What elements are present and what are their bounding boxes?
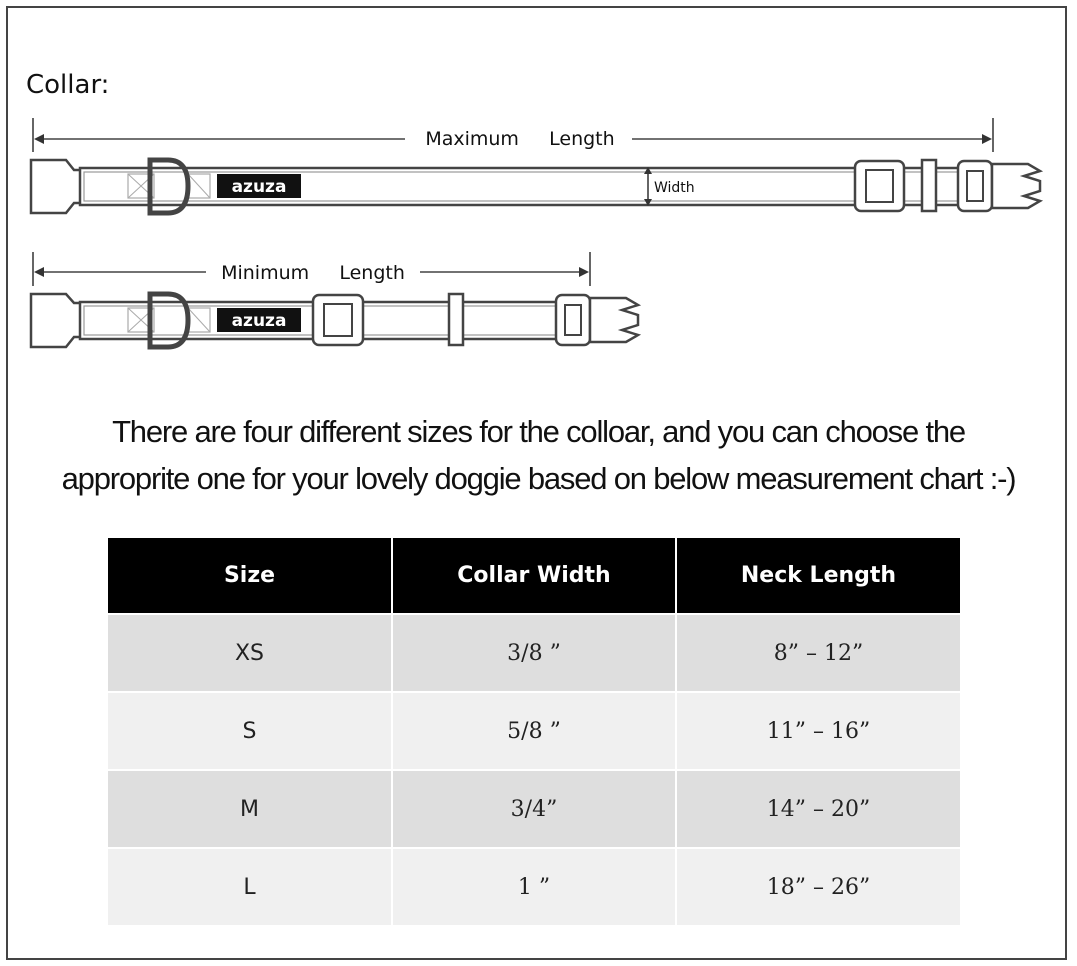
header-neck-length: Neck Length [676,538,960,614]
cell-size: XS [108,614,392,692]
caption-line-1: There are four different sizes for the colloar, and you can choose the [112,414,965,449]
cell-neck-length: 8” – 12” [676,614,960,692]
min-length-dimension [33,252,590,286]
min-collar-illustration [31,294,638,347]
cell-neck-length: 18” – 26” [676,848,960,925]
cell-neck-length: 11” – 16” [676,692,960,770]
caption-line-2: approprite one for your lovely doggie based on below measurement chart :-) [61,461,1016,496]
cell-collar-width: 3/4” [392,770,676,848]
cell-neck-length: 14” – 20” [676,770,960,848]
max-length-label: Maximum Length [425,128,615,150]
width-label: Width [654,180,695,196]
table-row [108,614,960,692]
table-header-row [108,538,960,614]
max-length-dimension [33,118,993,152]
min-length-label: Minimum Length [221,262,405,284]
cell-size: M [108,770,392,848]
cell-collar-width: 5/8 ” [392,692,676,770]
brand-label-min: azuza [231,311,287,331]
header-size: Size [108,538,392,614]
collar-diagram [0,0,1077,380]
cell-size: L [108,848,392,925]
cell-collar-width: 3/8 ” [392,614,676,692]
cell-collar-width: 1 ” [392,848,676,925]
table-row [108,770,960,848]
brand-label: azuza [231,177,287,197]
header-collar-width: Collar Width [392,538,676,614]
max-collar-illustration [31,160,1040,213]
size-chart-table [108,538,960,925]
table-row [108,692,960,770]
cell-size: S [108,692,392,770]
table-row [108,848,960,925]
collar-heading: Collar: [26,70,110,100]
